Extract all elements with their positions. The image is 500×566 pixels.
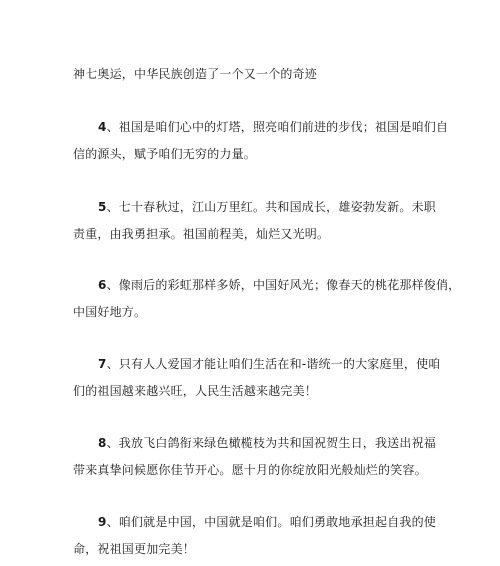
item-4-number: 4	[98, 120, 107, 134]
item-8-number: 8	[98, 436, 107, 450]
item-9-line-2: 命，祝祖国更加完美！	[73, 542, 196, 556]
item-4-line-2: 信的源头，赋予咱们无穷的力量。	[73, 147, 257, 161]
item-7-number: 7	[98, 357, 107, 371]
item-6-number: 6	[98, 278, 107, 292]
item-5-line-2: 责重，由我勇担承。祖国前程美，灿烂又光明。	[73, 227, 330, 241]
item-9-line-1	[98, 514, 436, 530]
item-8-text-1: 、我放飞白鸽衔来绿色橄榄枝为共和国祝贺生日，我送出祝福	[106, 436, 436, 450]
item-8-line-1	[98, 435, 436, 451]
item-6-text-1: 、像雨后的彩虹那样多娇，中国好风光；像春天的桃花那样俊俏，	[106, 278, 461, 292]
item-4-text-1: 、祖国是咱们心中的灯塔，照亮咱们前进的步伐；祖国是咱们自	[106, 120, 449, 134]
item-5-text-1: 、七十春秋过，江山万里红。共和国成长，雄姿勃发新。未职	[106, 200, 436, 214]
item-6-line-1	[98, 277, 460, 293]
item-5-line-1	[98, 199, 436, 215]
item-9-text-1: 、咱们就是中国，中国就是咱们。咱们勇敢地承担起自我的使	[106, 515, 436, 529]
item-4-line-1	[98, 119, 448, 135]
item-7-text-1: 、只有人人爱国才能让咱们生活在和-谐统一的大家庭里，使咱	[106, 357, 441, 371]
item-5-number: 5	[98, 200, 107, 214]
item-7-line-1	[98, 356, 441, 372]
item-8-line-2: 带来真挚问候愿你佳节开心。愿十月的你绽放阳光般灿烂的笑容。	[73, 463, 427, 477]
item-9-number: 9	[98, 515, 107, 529]
item-6-line-2: 中国好地方。	[73, 305, 147, 319]
item-7-line-2: 们的祖国越来越兴旺，人民生活越来越完美！	[73, 384, 318, 398]
intro-line: 神七奥运，中华民族创造了一个又一个的奇迹	[73, 67, 318, 81]
